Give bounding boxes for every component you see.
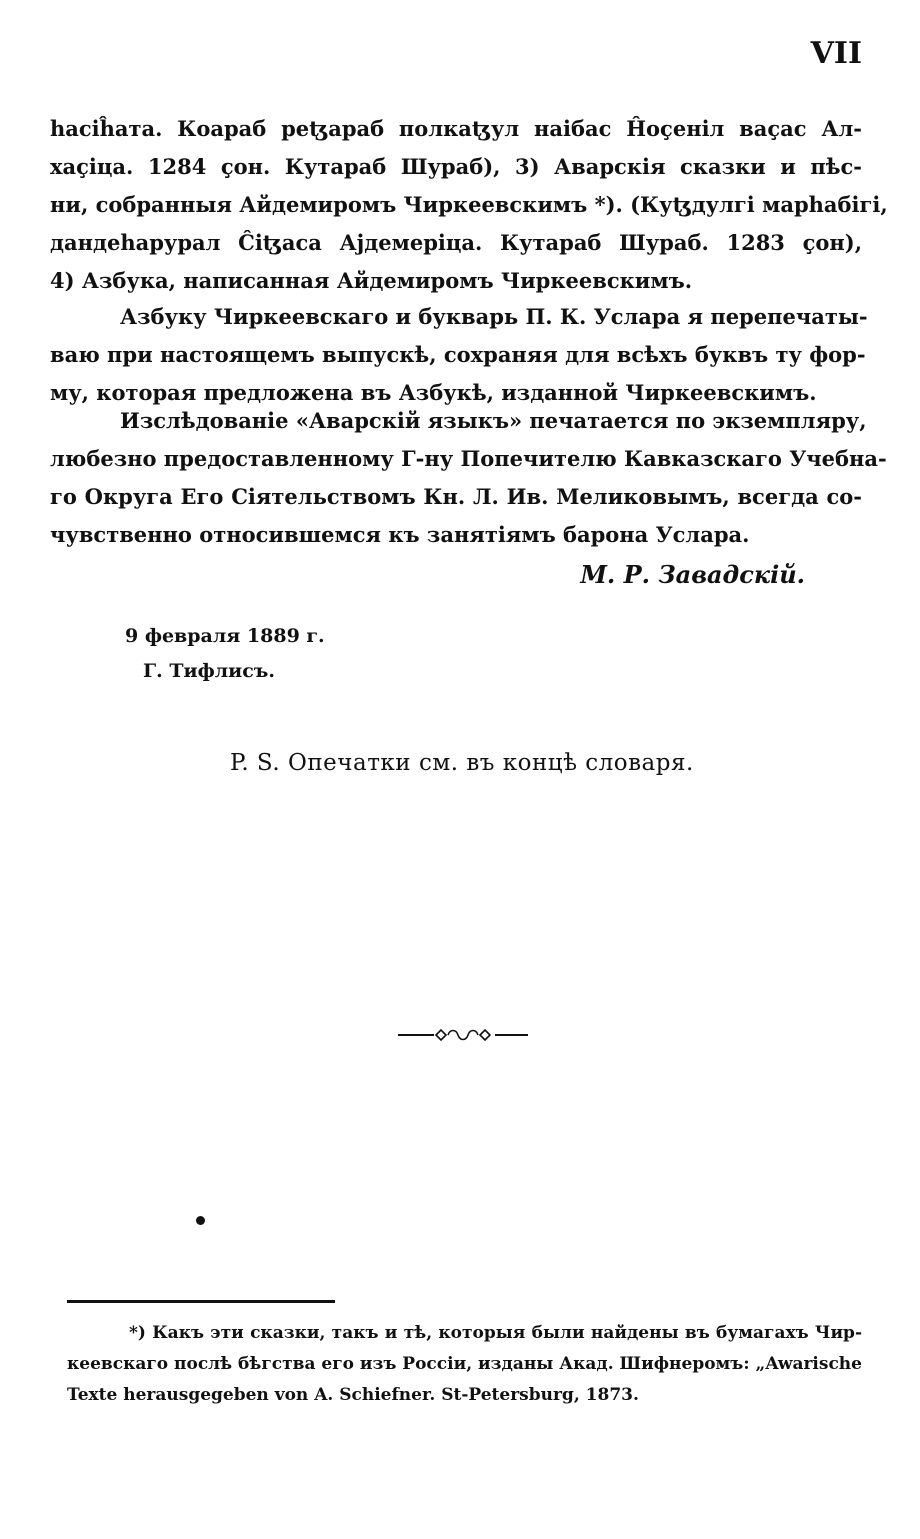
text-line: hасiĥата. Коараб реꜩараб полкаꜩул наiбас Ĥоçенiл ваçас Ал- <box>50 116 862 141</box>
footnote-line: кеевскаго послѣ бѣгства его изъ Россiи, изданы Акад. Шифнеромъ: „Awarische <box>67 1354 862 1374</box>
text-line: му, которая предложена въ Азбукѣ, изданной Чиркеевскимъ. <box>50 380 817 405</box>
paragraph-sources <box>50 110 888 300</box>
footnote <box>67 1318 862 1411</box>
text-line: ваю при настоящемъ выпускѣ, сохраняя для всѣхъ буквъ ту фор- <box>50 342 866 367</box>
signature: М. Р. Завадскiй. <box>580 560 805 589</box>
text-line: любезно предоставленному Г-ну Попечителю Кавказскаго Учебна- <box>50 446 887 471</box>
paragraph-research <box>50 402 887 554</box>
postscript: P. S. Опечатки см. въ концѣ словаря. <box>230 750 694 776</box>
footnote-line: *) Какъ эти сказки, такъ и тѣ, которыя были найдены въ бумагахъ Чир- <box>129 1323 862 1343</box>
place-line: Г. Тифлисъ. <box>143 660 275 682</box>
page-number: VII <box>810 36 862 71</box>
text-line: чувственно относившемся къ занятiямъ барона Услара. <box>50 522 750 547</box>
text-line: Азбуку Чиркеевскаго и букварь П. К. Услара я перепечаты- <box>120 304 868 329</box>
date-line: 9 февраля 1889 г. <box>125 625 325 647</box>
footnote-rule <box>67 1300 335 1303</box>
ornament-divider-icon <box>398 1025 528 1045</box>
text-line: дандеhарурал Ĉiꜩаса Аjдемерiца. Кутараб Шураб. 1283 çон), <box>50 230 862 255</box>
paragraph-alphabet <box>50 298 868 412</box>
text-line: Изслѣдованiе «Аварскiй языкъ» печатается по экземпляру, <box>120 408 867 433</box>
text-line: хаçiца. 1284 çон. Кутараб Шураб), 3) Аварскiя сказки и пѣс- <box>50 154 862 179</box>
text-line: ни, собранныя Айдемиромъ Чиркеевскимъ *). (Куꜩдулгi марhабiгi, <box>50 192 888 217</box>
ink-dot <box>196 1216 205 1225</box>
text-line: 4) Азбука, написанная Айдемиромъ Чиркеевскимъ. <box>50 268 693 293</box>
text-line: го Округа Его Сiятельствомъ Кн. Л. Ив. Меликовымъ, всегда со- <box>50 484 862 509</box>
footnote-line: Texte herausgegeben von A. Schiefner. St-Petersburg, 1873. <box>67 1385 639 1405</box>
